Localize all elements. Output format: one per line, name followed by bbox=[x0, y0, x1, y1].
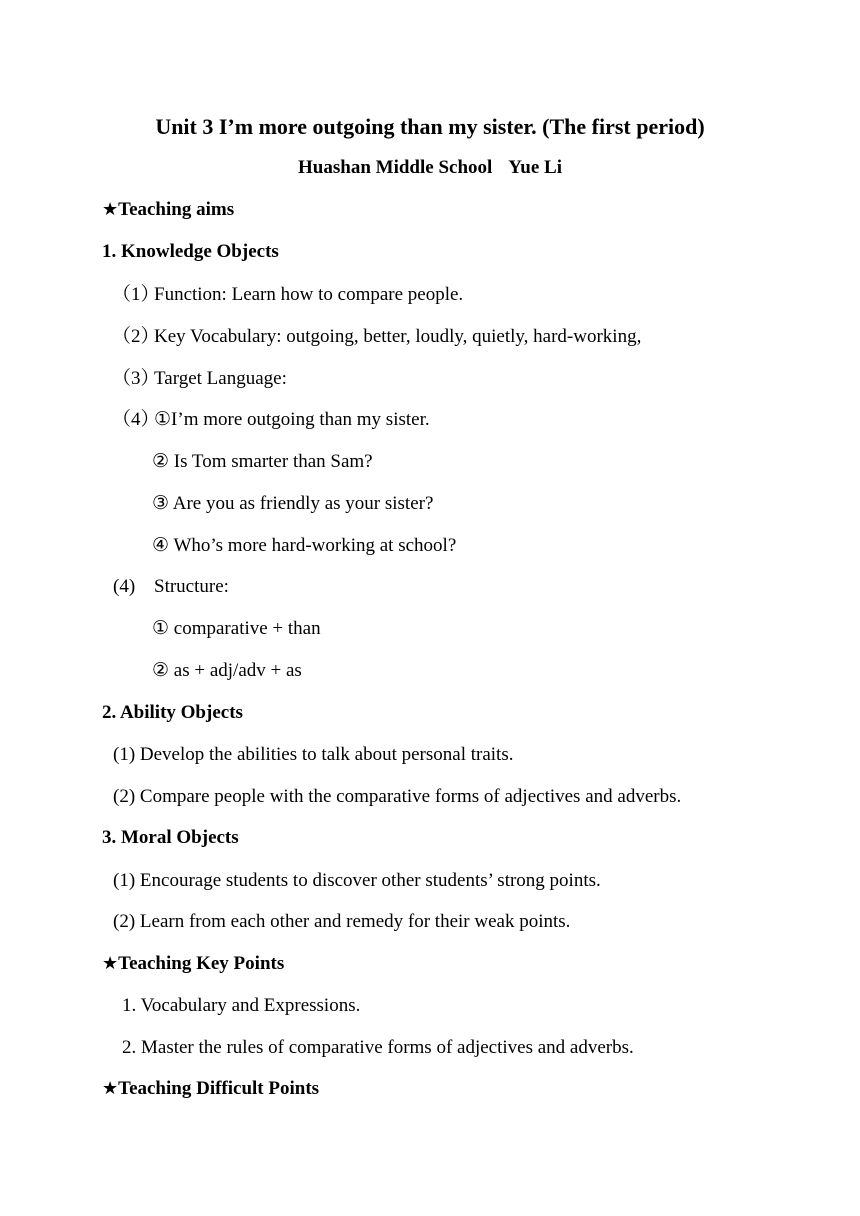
difficult-points-heading bbox=[102, 1077, 319, 1101]
key-point-item: 2. Master the rules of comparative forms of adjectives and adverbs. bbox=[122, 1037, 634, 1058]
structure-item: ① comparative + than bbox=[152, 618, 321, 639]
star-icon: ★ bbox=[102, 1078, 119, 1099]
moral-item: (1) Encourage students to discover other students’ strong points. bbox=[113, 870, 601, 891]
star-icon: ★ bbox=[102, 953, 119, 974]
author-line bbox=[0, 156, 860, 180]
document-title: Unit 3 I’m more outgoing than my sister. (The first period) bbox=[155, 114, 705, 139]
knowledge-item-marker: （3） bbox=[112, 368, 160, 389]
knowledge-item-marker: （4） bbox=[112, 409, 160, 430]
star-icon: ★ bbox=[102, 199, 119, 220]
moral-objects-heading: 3. Moral Objects bbox=[102, 827, 239, 848]
structure-label: Structure: bbox=[154, 576, 229, 597]
knowledge-item-marker: （1） bbox=[112, 284, 160, 305]
target-sentence: ② Is Tom smarter than Sam? bbox=[152, 451, 373, 472]
difficult-points-heading-text: Teaching Difficult Points bbox=[118, 1078, 320, 1099]
knowledge-objects-heading: 1. Knowledge Objects bbox=[102, 241, 279, 262]
knowledge-item-2-text: Key Vocabulary: outgoing, better, loudly, quietly, hard-working, bbox=[154, 326, 642, 347]
ability-item: (1) Develop the abilities to talk about personal traits. bbox=[113, 744, 514, 765]
knowledge-item-1 bbox=[112, 283, 160, 307]
target-sentence: ③ Are you as friendly as your sister? bbox=[152, 493, 434, 514]
knowledge-item-4 bbox=[112, 408, 160, 432]
author-school: Huashan Middle School bbox=[298, 157, 493, 178]
ability-objects-heading: 2. Ability Objects bbox=[102, 702, 243, 723]
knowledge-item-marker: （2） bbox=[112, 326, 160, 347]
author-name: Yue Li bbox=[508, 157, 562, 178]
key-point-item: 1. Vocabulary and Expressions. bbox=[122, 995, 361, 1016]
teaching-aims-heading-text: Teaching aims bbox=[118, 199, 235, 220]
key-points-heading-text: Teaching Key Points bbox=[118, 953, 285, 974]
structure-item: ② as + adj/adv + as bbox=[152, 660, 302, 681]
knowledge-item-3-text: Target Language: bbox=[154, 368, 287, 389]
target-sentence: ④ Who’s more hard-working at school? bbox=[152, 535, 457, 556]
teaching-aims-heading bbox=[102, 198, 234, 222]
ability-item: (2) Compare people with the comparative forms of adjectives and adverbs. bbox=[113, 786, 682, 807]
knowledge-item-1-text: Function: Learn how to compare people. bbox=[154, 284, 464, 305]
key-points-heading bbox=[102, 952, 284, 976]
knowledge-item-4-text: ①I’m more outgoing than my sister. bbox=[154, 409, 430, 430]
moral-item: (2) Learn from each other and remedy for their weak points. bbox=[113, 911, 571, 932]
knowledge-item-3 bbox=[112, 367, 160, 391]
structure-marker: (4) bbox=[113, 576, 136, 597]
knowledge-item-2 bbox=[112, 325, 160, 349]
